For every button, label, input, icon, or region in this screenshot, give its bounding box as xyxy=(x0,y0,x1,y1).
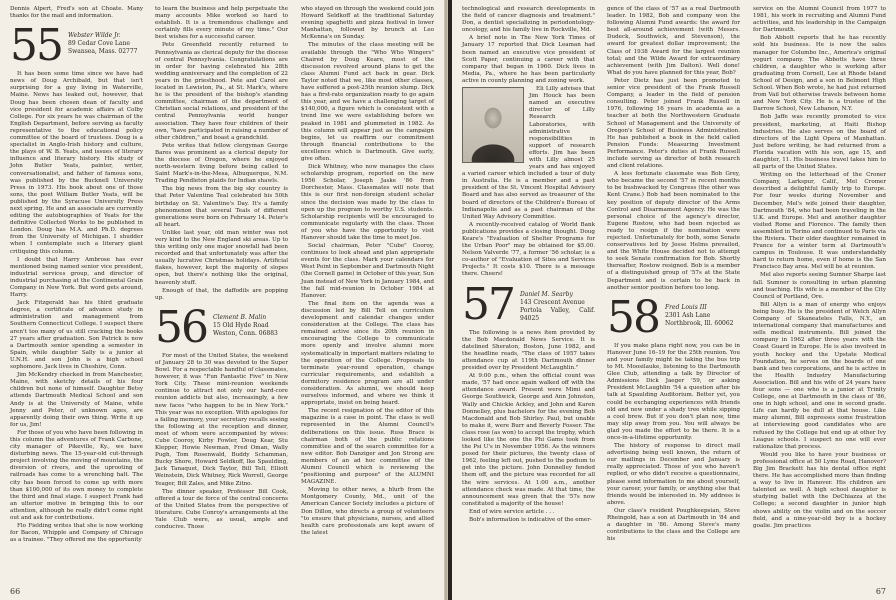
paragraph: Bill Allyn is a man of energy who enjoys being busy. He is the president of Welch Allyn Company of Skaneateles Falls, N.Y., an international company that manufactures and sells medical instruments. Bill joined the company in 1962 after three years with the Coast Guard in Europe. He is also involved in youth hockey and the Upstate Medical Foundation, he serves on the boards of one bank and two corporations, and he is active in the Health Industry Manufacturing Association. Bill and his wife of 24 years have four sons — one who is a junior at Trinity College, one at Dartmouth in the class of '86, one in high school, and one in second grade. Life can hardly be dull at that house. Like many alumni, Bill expresses some frustration at interviewing good candidates who are refused by the College but end up at other Ivy League schools. I suspect no one will ever rationalize that process. xyxy=(753,301,886,450)
city: Weston, Conn. 06883 xyxy=(213,329,278,337)
paragraph: Our class's resident Poughkeepsian, Steve Rheingold, has a son at Dartmouth in '84 and a daughter in '86. Among Steve's many contributions to the class and the College are his xyxy=(607,507,740,543)
city: Swansea, Mass. 02777 xyxy=(68,48,138,56)
right-column-1 xyxy=(462,6,595,525)
paragraph: Bob Abbott reports that he has recently sold his business. He is now the sales manager for Columbo Inc., America's original yogurt company. The Abbotts have three children, a daughter who is working after graduating from Cornell, Lee at Rhode Island School of Design, and a son in Belmont High School. When Bob wrote, he had just returned from Vail but otherwise travels between home and New York City. He is a trustee of the Darrow School, New Lebanon, N.Y. xyxy=(753,35,886,113)
class-address xyxy=(520,285,595,323)
class-address xyxy=(68,26,138,56)
page-number: 66 xyxy=(10,587,21,596)
class-number: 57 xyxy=(462,278,514,330)
street: 15 Old Hyde Road xyxy=(213,321,269,329)
paragraph: End of wire service article . . . xyxy=(469,508,555,515)
class-header-58 xyxy=(607,291,740,343)
class-number: 58 xyxy=(607,291,659,343)
paragraph: A brief note in The New York Times of January 17 reported that Dick Leaman had been named an executive vice president of Scott Paper, continuing a career with that company that began in 1960. Dick lives in Media, Pa., where he has been particularly active in county planning and zoning work. xyxy=(462,35,595,84)
paragraph: Jack Fitzgerald has his third graduate degree, a certificate of advance study in administration and management from Southern Connecticut College. I suspect there aren't too many of us still cracking the books 27 years after graduation. Son Patrick is now a Dartmouth senior spending a semester in Spain, while daughter Sally is a junior at U.N.H. and son John is a high school sophomore. Jack lives in Cheshire, Conn. xyxy=(10,300,143,371)
paragraph: Jim McKendry checked in from Manchester, Maine, with sketchy details of his four children but none of himself. Daughter Betsy attends Dartmouth Medical School and son Andy is at the University of Maine, while Jenny and Peter, of unknown ages, are apparently doing their own thing. Write it up for us, Jim! xyxy=(10,372,143,428)
paragraph: Bob's information is indicative of the emer- xyxy=(469,517,592,523)
class-number: 55 xyxy=(10,20,62,72)
paragraph: technological and research developments in the field of cancer diagnosis and treatment." Don, a dentist specializing in periodontology-oncology, and his family live in Rockville, Md. xyxy=(462,6,595,34)
left-column-1 xyxy=(10,6,143,545)
portrait-photo xyxy=(462,87,524,163)
class-header-57 xyxy=(462,278,595,330)
paragraph: A recently-received catalog of World Bank publications provides a closing thought. Doug Keare's "Evaluation of Shelter Programs for the Urban Poor" may be obtained for $5.00. Nelson Valverde '77, a former '56 scholar, is a co-author of "Evaluation of Sites and Services Projects." It costs $10. There is a message there. Cheers! xyxy=(462,221,595,278)
paragraph: The history of response to direct mail advertising being well known, the return of our mailings in December and January is really appreciated. Those of you who haven't replied, or who didn't receive a questionnaire, please send information to me about yourself, your career, your family, or anything else that friends would be interested in. My address is above. xyxy=(607,443,740,506)
paragraph: If you make plans right now, you can be in Hanover June 16–19 for the 25th reunion. You and your family might be taking the bus trip to Mt. Moosilauke, listening to the Dartmouth Glee Club, attending a talk by Director of Admissions Dick Jaeger '59, or asking President McLaughlin '54 a question after his talk at Spaulding Auditorium. Better yet, you could be exchanging experiences with friends old and new under a shady tree while sipping a cool brew. But if you don't plan now, time may slip away from you. You will always be glad you made the effort to be there. It is a once-in-a-lifetime opportunity. xyxy=(607,342,740,441)
paragraph: I doubt that Harry Ambrose has ever mentioned being named senior vice president, industrial services group, and director of industrial purchasing at the Continental Grain Company in New York. But word gets around, Harry. xyxy=(10,256,143,299)
city: Northbrook, Ill. 60062 xyxy=(665,319,734,327)
paragraph: The final item on the agenda was a discussion led by Bill Tell on curriculum development and calendar changes under consideration at the College. The class has remained active since its 20th reunion in encouraging the College to communicate more openly and involve alumni more systematically in important matters relating to the operation of the College. Proposals to terminate year-round operation, change curricular requirements, and establish a dormitory residence program are all under consideration. As alumni, we should keep ourselves informed, and where we think it appropriate, insist on being heard. xyxy=(301,300,434,407)
class-address xyxy=(665,298,734,328)
left-column-2 xyxy=(155,6,288,532)
paragraph: Unlike last year, old man winter was not very kind to the New England ski areas. Up to this writing only one major snowfall had been recorded and that unfortunately was after the usually lucrative Christmas holidays. Artificial flakes, however, kept the majority of slopes open, but there's nothing like the original, heavenly stuff. xyxy=(155,229,288,286)
paragraph: For those of you who have been following in this column the adventures of Frank Carbone, city manager of Pikeville, Ky., we have disturbing news. The 15-year-old cut-through project involving the moving of mountains, the diversion of rivers, and the uprooting of railroads has come to a wrenching halt. The city has been forced to come up with more than $100,000 of its own money to complete the third and final stage. I suspect Frank had an ulterior motive in bringing this to our attention, although he really didn't come right out and ask for contributions. xyxy=(10,429,143,521)
right-column-3 xyxy=(753,6,886,531)
paragraph: The big news from the big sky country is that Peter Valentine Teal celebrated his 50th birthday on St. Valentine's Day. It's a family phenomenon that several Teals of different generations were born on February 14. Peter's all heart. xyxy=(155,186,288,228)
paragraph: Dick Whitney, who now manages the class scholarship program, reported on the new 1956 Scholar, Joseph Jaske '86 from Dorchester, Mass. Classmates will note that this is our first non-foreign student scholar since the decision was made by the class to open up the program to worthy U.S. students. Scholarship recipients will be encouraged to communicate regularly with the class. Those of you who have the opportunity to visit Hanover should take the time to meet Joe. xyxy=(301,164,434,241)
paragraph: Social chairman, Peter "Cube" Cooroy, continues to look ahead and plan appropriate events for the class. Mark your calendars for West Point in September and Dartmouth Night (the Cornell game) in October of this year, Sun Juan instead of New York in January 1984, and the fall mid-reunion in October 1984 at Hanover. xyxy=(301,243,435,299)
paragraph: The recent resignation of the editor of this magazine is a case in point. The class is well represented in the Alumni Council's deliberations on this issue. Russ Brace is chairman both of the public relations committee and of the search committee for a new editor. Bob Danziger and Jon Strong are members of an ad hoc committee of the Alumni Council which is reviewing the "positioning and purpose" of the ALUMNI MAGAZINE. xyxy=(301,408,434,486)
secretary-name: Fred Louis III xyxy=(665,303,707,311)
paragraph: to learn the business and help perpetuate the many accounts Mike worked so hard to establish. It is a tremendous challenge and certainly fills every minute of my time." Our best wishes for a successful career. xyxy=(155,6,288,41)
intro-text: Dennis Alpert, Fred's son at Choate. Many thanks for the mail and information. xyxy=(10,6,143,20)
gutter xyxy=(444,0,448,600)
paragraph: Bob Jaffe was recently promoted to vice president, marketing, at Haiti Bishop Industries. He also serves on the board of directors of the Light Opera of Manhattan. Just before writing, he had returned from a Florida vacation with his son, age 15, and daughter, 11. His business travel takes him to all parts of the United States. xyxy=(753,114,886,171)
paragraph: The following is a news item provided by the Bob Macdonald News Service. It is datelined Sheraton, Boston, June 1982, and the headline reads, "The class of 1957 takes attendance cup at 119th Dartmouth dinner presided over by President McLaughlin." xyxy=(462,329,595,372)
paragraph: Eli Lilly advises that Jim Houck has been named an executive director of Lilly Research Laboratories, with administrative responsibilities in support of research efforts. Jim has been with Lilly almost 25 years and has enjoyed a varied career which included a tour of duty in Australia. He is a member and a past president of the St. Vincent Hospital Advisory Board and has also served as treasurer of the board of directors of the Children's Bureau of Indianapolis and as a past chairman of the United Way Advisory Committee. xyxy=(462,86,595,220)
paragraph: gence of the class of '57 as a real Dartmouth leader. In 1982, Bob and company won the following Alumni Fund awards: the award for best all-around achievement (with Messrs. Dudeck, Southwick, and Stevenson), the award for greatest dollar improvement; the Class of 1938 Award for the largest reunion total; and the Wilde Award for extraordinary achievement (with Jim Dalton). Well done! What do you have planned for this year, Bob? xyxy=(607,6,740,76)
paragraph: Peter Dietz has just been promoted to senior vice president of the Frank Russell Company, a leader in the field of pension consulting. Peter joined Frank Russell in 1976, following 16 years in academia as a teacher at both the Northwestern Graduate School of Management and the University of Oregon's School of Business Administration. He has published a book in the field called Pension Funds: Measuring Investment Performance. Peter's duties at Frank Russell include serving as director of both research and client relations. xyxy=(607,77,740,170)
paragraph: Flo Fielding writes that she is now working for Bacon, Whipple and Company of Chicago as a trainee. "They offered me the opportunity xyxy=(10,523,143,544)
paragraph: Mel also reports seeing Sumner Sharpe last fall. Sumner is consulting in urban planning and teaching. His wife is a member of the City Council of Portland, Ore. xyxy=(753,272,886,300)
paragraph: Writing on the letterhead of the Croner Company, Larkspur, Calif., Mel Cromer described a delightful family trip to Europe. For four weeks during November and December, Mel's wife joined their daughter, Dartmouth '84, who had been traveling in the U.K. and Europe. Mel and another daughter visited Rome and Florence. The family then assembled in Torino and continued to Paris via the Riviera. Their older daughter remained in France for a winter term at Dartmouth's campus in Toulouse. It was understandably hard to return home, even if home is the San Francisco Bay area. Mel will be at reunion. xyxy=(753,172,886,271)
paragraph: For most of the United States, the weekend of January 28 to 30 was devoted to the Super Bowl. For a respectable handful of classmates, however, it was "Fun Fantastic Five" in New York City. These mini-reunion weekends continue to attract not only our hard-core reunion addicts but also, increasingly, a few new faces "who happen to be in New York." This year was no exception. With apologies for a failing memory, your secretary recalls seeing the following at the reception and dinner, most of whom were accompanied by wives: Cube Cooroy, Kirby Fowler, Doug Kear, Stu Klepper, Howie Newman, Fred Oman, Wally Pugh, Tom Rosenwald, Buddy Schamman, Bucky Shore, Howard Seldkoff, Ike Spaulding, Jack Tanaquet, Dick Taylor, Bill Tell, Elliott Weinstein, Dick Whitney, Rick Worrell, George Yeager, Bill Zales, and Mike Zitno. xyxy=(155,352,288,487)
paragraph: Pete writes that fellow clergyman George Bares was prominent as a clerical deputy for the diocese of Oregon, where he enjoyed north-western living before being called to Saint Mark's-in-the-Mesa, Albuquerque, N.M. Trading Pendleton plaids for Indian shawls. xyxy=(155,142,288,185)
secretary-name: Webster Wilde Jr. xyxy=(68,32,121,40)
left-column-3 xyxy=(301,6,434,538)
street: 89 Cedar Cove Lane xyxy=(68,40,130,48)
paragraph: who stayed on through the weekend could join Howard Seldkoff at the traditional Saturday evening spaghetti and pizza festival in lower Manhattan, followed by brunch at Leo McKenna's on Sunday. xyxy=(301,6,434,41)
paragraph: Pete Greenfield recently returned to Pennsylvania as clerical deputy for the diocese of central Pennsylvania. Congratulations are in order for having celebrated his 28th wedding anniversary and the completion of 22 years in the priesthood. Pete and Carol are located in Lewiston, Pa., at St. Mark's, where he is the president of the bishop's standing committee, chairman of the department of Christian social relations, and president of the central Pennsylvania world hunger association. They have four children of their own, "have participated in raising a number of other children," and boast a grandchild. xyxy=(155,42,289,141)
right-column-2 xyxy=(607,6,740,544)
street: 2301 Ash Lane xyxy=(665,311,711,319)
page-number: 67 xyxy=(875,587,887,596)
paragraph: It has been some time since we have had news of Doug Archibald, but that isn't surprising for a guy living in Waterville, Maine. News has leaked out, however, that Doug has been chosen dean of faculty and vice president for academic affairs at Colby College. For six years he was chairman of the English Department, before serving as faculty representative to the educational policy committee of the board of trustees. Doug is a specialist in Anglo-Irish history and culture, the plays of W. B. Yeats, and issues of literary influence and literary history. His study of John Butler Yeats, painter, writer, conversationalist, and father of famous sons, was published by the Bucknell University Press in 1973. His book about one of those sons, the poet William Butler Yeats, will be published by the Syracuse University Press next spring. He and an associate are currently editing the autobiographies of Yeats for the definitive Collected Works to be published in London. Doug has M.A. and Ph.D. degrees from the University of Michigan. I shudder when I contemplate such a literary giant critiquing this column. xyxy=(10,71,143,255)
paragraph: Would you like to have your business or professional office at 50 Lyme Road, Hanover? Big Jim Brackett has his dental office right there. He has accomplished more than finding a way to live in Hanover. His children are talented as well. A high school daughter is studying ballet with the DeChiazza at the College; a second daughter in junior high shows ability on the violin and on the soccer field, and a nine-year-old boy is a hockey goalie. Jim practices xyxy=(753,451,886,529)
paragraph: A less fortunate classmate was Bob Grey, who became the second '57 in recent months to be bushwacked by Congress (the other was Kent Crane.) Bob had been nominated to the key position of deputy director of the Arms Control and Disarmament Agency. He was the personal choice of the agency's director, Eugene Rostow, who had been rejected as ready to resign if the nomination were rejected. Unfortunately for both, some Senate conservatives led by Jesse Helms prevailed, and the White House decided not to attempt to seek Senate confirmation for Bob. Shortly thereafter, Rostow resigned. Bob is a member of a distinguished group of '57s at the State Department and is certain to be back in another senior position before too long. xyxy=(607,171,740,291)
street: 143 Crescent Avenue xyxy=(520,298,585,306)
paragraph: Moving to other news, a blurb from the Montgomery County, Md., unit of the American Cancer Society includes a picture of Don Dillon, who directs a group of volunteers "to ensure that physicians, nurses, and allied health care professionals are kept aware of the latest xyxy=(301,487,434,536)
class-header-56 xyxy=(155,301,288,353)
city: Portola Valley, Calif. 94025 xyxy=(520,306,595,322)
paragraph: Enough of that, the daffodils are popping up. xyxy=(155,287,288,301)
class-header-55 xyxy=(10,20,143,72)
secretary-name: Clement B. Malin xyxy=(213,313,267,321)
class-address xyxy=(213,308,278,338)
paragraph: The dinner speaker, Professor Bill Cook, offered a tour de force of the central concerns of the United States from the perspective of literature. Cube Conroy's arrangements at the Yale Club were, as usual, ample and conducive. Those xyxy=(155,488,288,531)
paragraph: At 9:00 p.m., when the official count was made, '57 had once again walked off with the attendance award. Present were Mimi and George Southwick, George and Ann Johnston, Wally and Chickie Ackley, and John and Karen Donnelley, plus bachelors for the evening Bob Macdonald and Bob Shirley. Paul, but unable to make it, were Burr and Beverly Fosser. The class rose (as won) to accept the trophy, which looked like the one the Phi Gams took from the Psi U's in November 1956. As the winners posed for their pictures, the twenty class of 1962, feeling left out, pushed to the podium to get into the picture. John Donnelley fended them off, and the picture was recorded for all the wire services. At 1:00 a.m., another attendance check was made. At that time, the announcement was given that the '57s now constituted a majority of the house! xyxy=(462,373,595,507)
secretary-name: Daniel M. Searby xyxy=(520,290,573,298)
paragraph: The minutes of the class meeting will be available through the "Who Who Wingers" Chaired by Doug Keare, most of the discussion revolved around plans to get the class Alumni Fund act back in gear. Dick Taylor noted that we, like most other classes, have suffered a post-25th reunion slump. Dick has a first-rate organization ready to go again this year, and we have a challenging target of $140,000, a figure which is consistent with a trend line we were establishing before we peaked in 1981 and plummeted in 1982. As this column will appear just as the campaign begins, let us reaffirm our commitment through financial contributions to the excellence which is Dartmouth. Give early, give often. xyxy=(301,42,434,162)
right-page xyxy=(452,0,896,600)
left-page xyxy=(0,0,444,600)
paragraph: service on the Alumni Council from 1977 to 1981, his work in recruiting and Alumni Fund activities, and his leadership in the Campaign for Dartmouth. xyxy=(753,6,886,34)
class-number: 56 xyxy=(155,301,207,353)
